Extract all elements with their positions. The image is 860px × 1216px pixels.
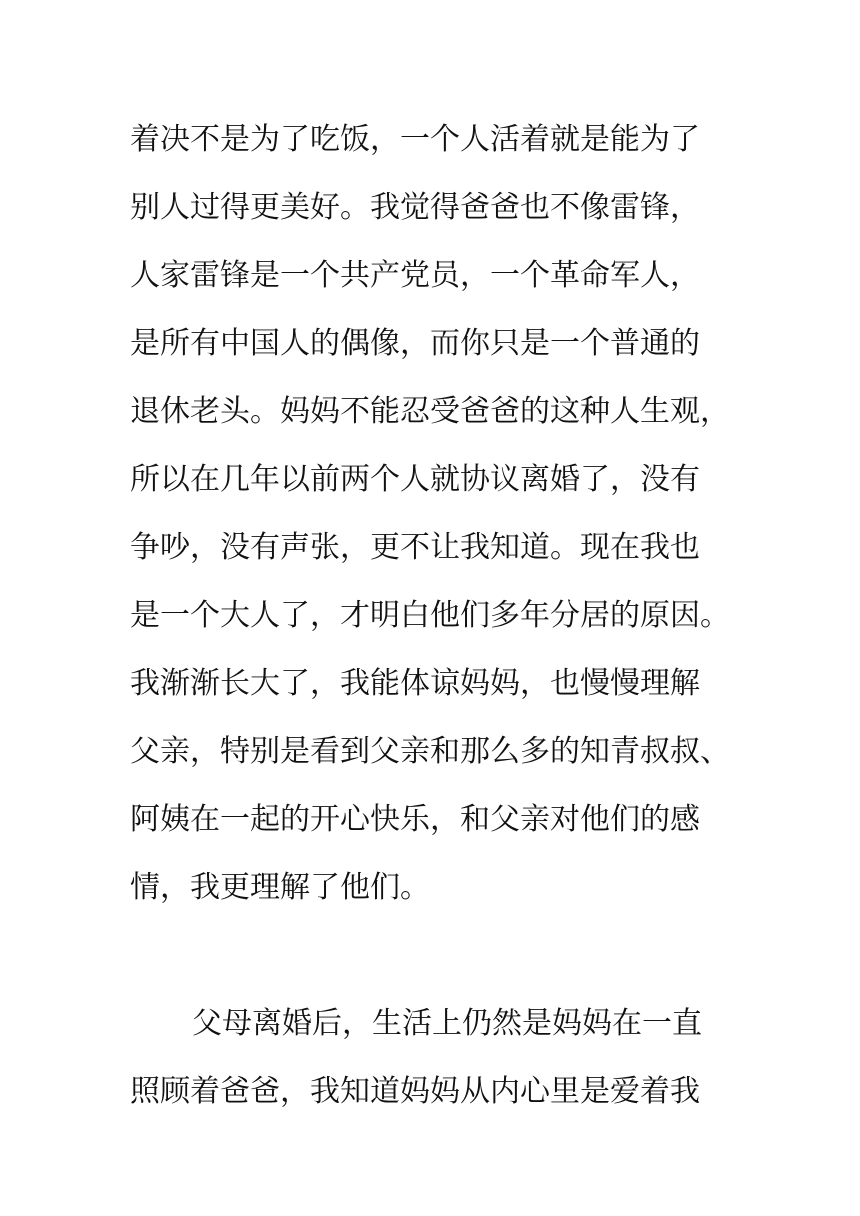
text-line: 我渐渐长大了，我能体谅妈妈，也慢慢理解 [130, 666, 700, 701]
text-line: 父亲，特别是看到父亲和那么多的知青叔叔、 [130, 734, 730, 769]
text-line: 人家雷锋是一个共产党员，一个革命军人， [130, 258, 700, 293]
text-line: 是所有中国人的偶像，而你只是一个普通的 [130, 326, 700, 361]
text-line: 所以在几年以前两个人就协议离婚了，没有 [130, 462, 700, 497]
text-line: 争吵，没有声张，更不让我知道。现在我也 [130, 530, 700, 565]
text-line: 阿姨在一起的开心快乐，和父亲对他们的感 [130, 802, 700, 837]
paragraph-1 [130, 112, 750, 928]
text-line: 情，我更理解了他们。 [130, 870, 430, 905]
text-line: 退休老头。妈妈不能忍受爸爸的这种人生观， [130, 394, 730, 429]
paragraph-spacer [130, 928, 750, 996]
text-line: 着决不是为了吃饭，一个人活着就是能为了 [130, 122, 700, 157]
paragraph-2 [130, 996, 750, 1132]
text-line: 别人过得更美好。我觉得爸爸也不像雷锋， [130, 190, 700, 225]
text-line: 是一个大人了，才明白他们多年分居的原因。 [130, 598, 730, 633]
text-line: 父母离婚后，生活上仍然是妈妈在一直 [192, 1006, 702, 1041]
text-line: 照顾着爸爸，我知道妈妈从内心里是爱着我 [130, 1074, 700, 1109]
document-body [130, 112, 750, 1132]
